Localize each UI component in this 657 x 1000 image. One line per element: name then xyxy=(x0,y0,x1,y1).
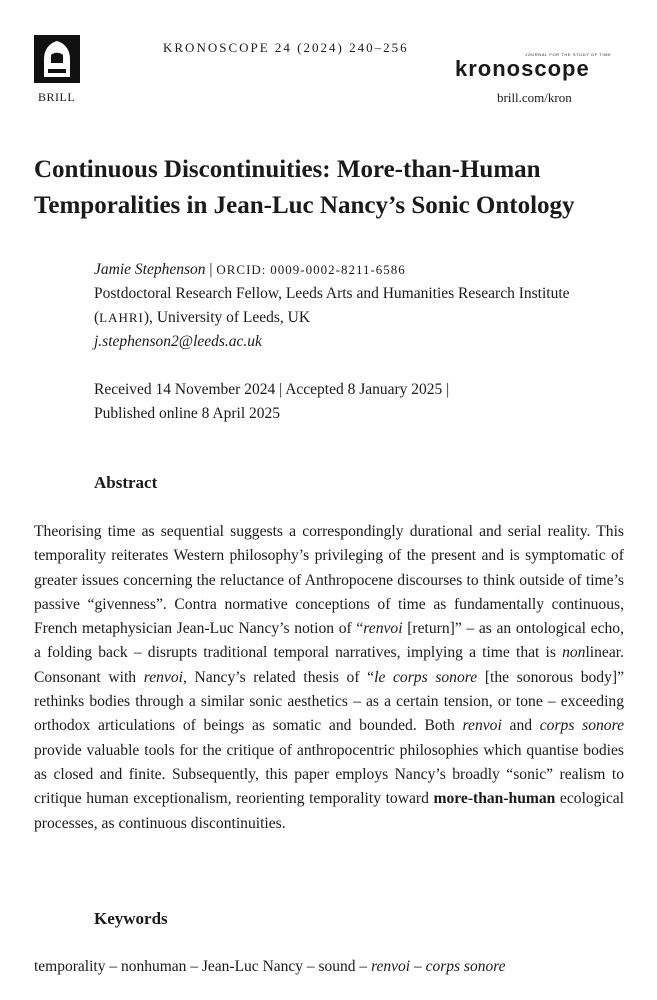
author-email[interactable]: j.stephenson2@leeds.ac.uk xyxy=(94,333,262,350)
publisher-name: BRILL xyxy=(38,90,76,104)
university: University of Leeds, UK xyxy=(156,309,311,326)
institute-abbr: LAHRI xyxy=(99,310,144,325)
title-line-2: Temporalities in Jean-Luc Nancy’s Sonic Ontology xyxy=(34,192,575,219)
author-position: Postdoctoral Research Fellow, Leeds Arts and Humanities Research Institute xyxy=(94,285,570,302)
orcid-id[interactable]: 0009-0002-8211-6586 xyxy=(270,262,406,277)
journal-url[interactable]: brill.com/kron xyxy=(497,90,572,105)
dates-published: Published online 8 April 2025 xyxy=(94,405,280,422)
keywords-list: temporality – nonhuman – Jean-Luc Nancy – sound – renvoi – corps sonore xyxy=(34,958,506,975)
brill-logo-icon xyxy=(34,35,80,83)
title-line-1: Continuous Discontinuities: More-than-Human xyxy=(34,156,541,183)
journal-brand xyxy=(455,52,625,81)
brand-tagline: JOURNAL FOR THE STUDY OF TIME xyxy=(525,52,612,57)
author-line xyxy=(94,258,634,282)
article-title xyxy=(34,152,634,224)
orcid-label: ORCID: xyxy=(216,262,267,277)
abstract-body: Theorising time as sequential suggests a correspondingly durational and serial reality. This temporality reiterates Western philosophy’s privileging of the present and is symptomatic of greater issues concerning the reluctance of Anthropocene discourses to think outside of time’s passive “givenness”. Contra normative conceptions of time as fundamentally continuous, French metaphysician Jean-Luc Nancy’s notion of “renvoi [return]” – as an ontological echo, a folding back – disrupts traditional temporal narratives, implying a time that is nonlinear. Consonant with renvoi, Nancy’s related thesis of “le corps sonore [the sonorous body]” rethinks bodies through a similar sonic aesthetics – as a certain tension, or tone – exceeding orthodox articulations of beings as somatic and bounded. Both renvoi and corps sonore provide valuable tools for the critique of anthropocentric philosophies which quantise bodies as closed and finite. Subsequently, this paper employs Nancy’s broadly “sonic” realism to critique human exceptionalism, reorienting temporality toward more-than-human ecological processes, as continuous discontinuities. xyxy=(34,523,625,832)
brand-name: kronoscope xyxy=(455,56,590,81)
author-info xyxy=(94,258,634,354)
dates-received-accepted: Received 14 November 2024 | Accepted 8 January 2025 | xyxy=(94,381,450,398)
abstract-heading: Abstract xyxy=(94,473,158,492)
publication-dates xyxy=(94,378,634,426)
author-separator: | xyxy=(205,261,217,278)
brill-logo xyxy=(34,35,80,83)
keywords-heading: Keywords xyxy=(94,909,168,928)
author-affiliation: (LAHRI), University of Leeds, UK xyxy=(94,309,311,326)
author-name: Jamie Stephenson xyxy=(94,261,206,278)
journal-citation: KRONOSCOPE 24 (2024) 240–256 xyxy=(163,40,409,55)
